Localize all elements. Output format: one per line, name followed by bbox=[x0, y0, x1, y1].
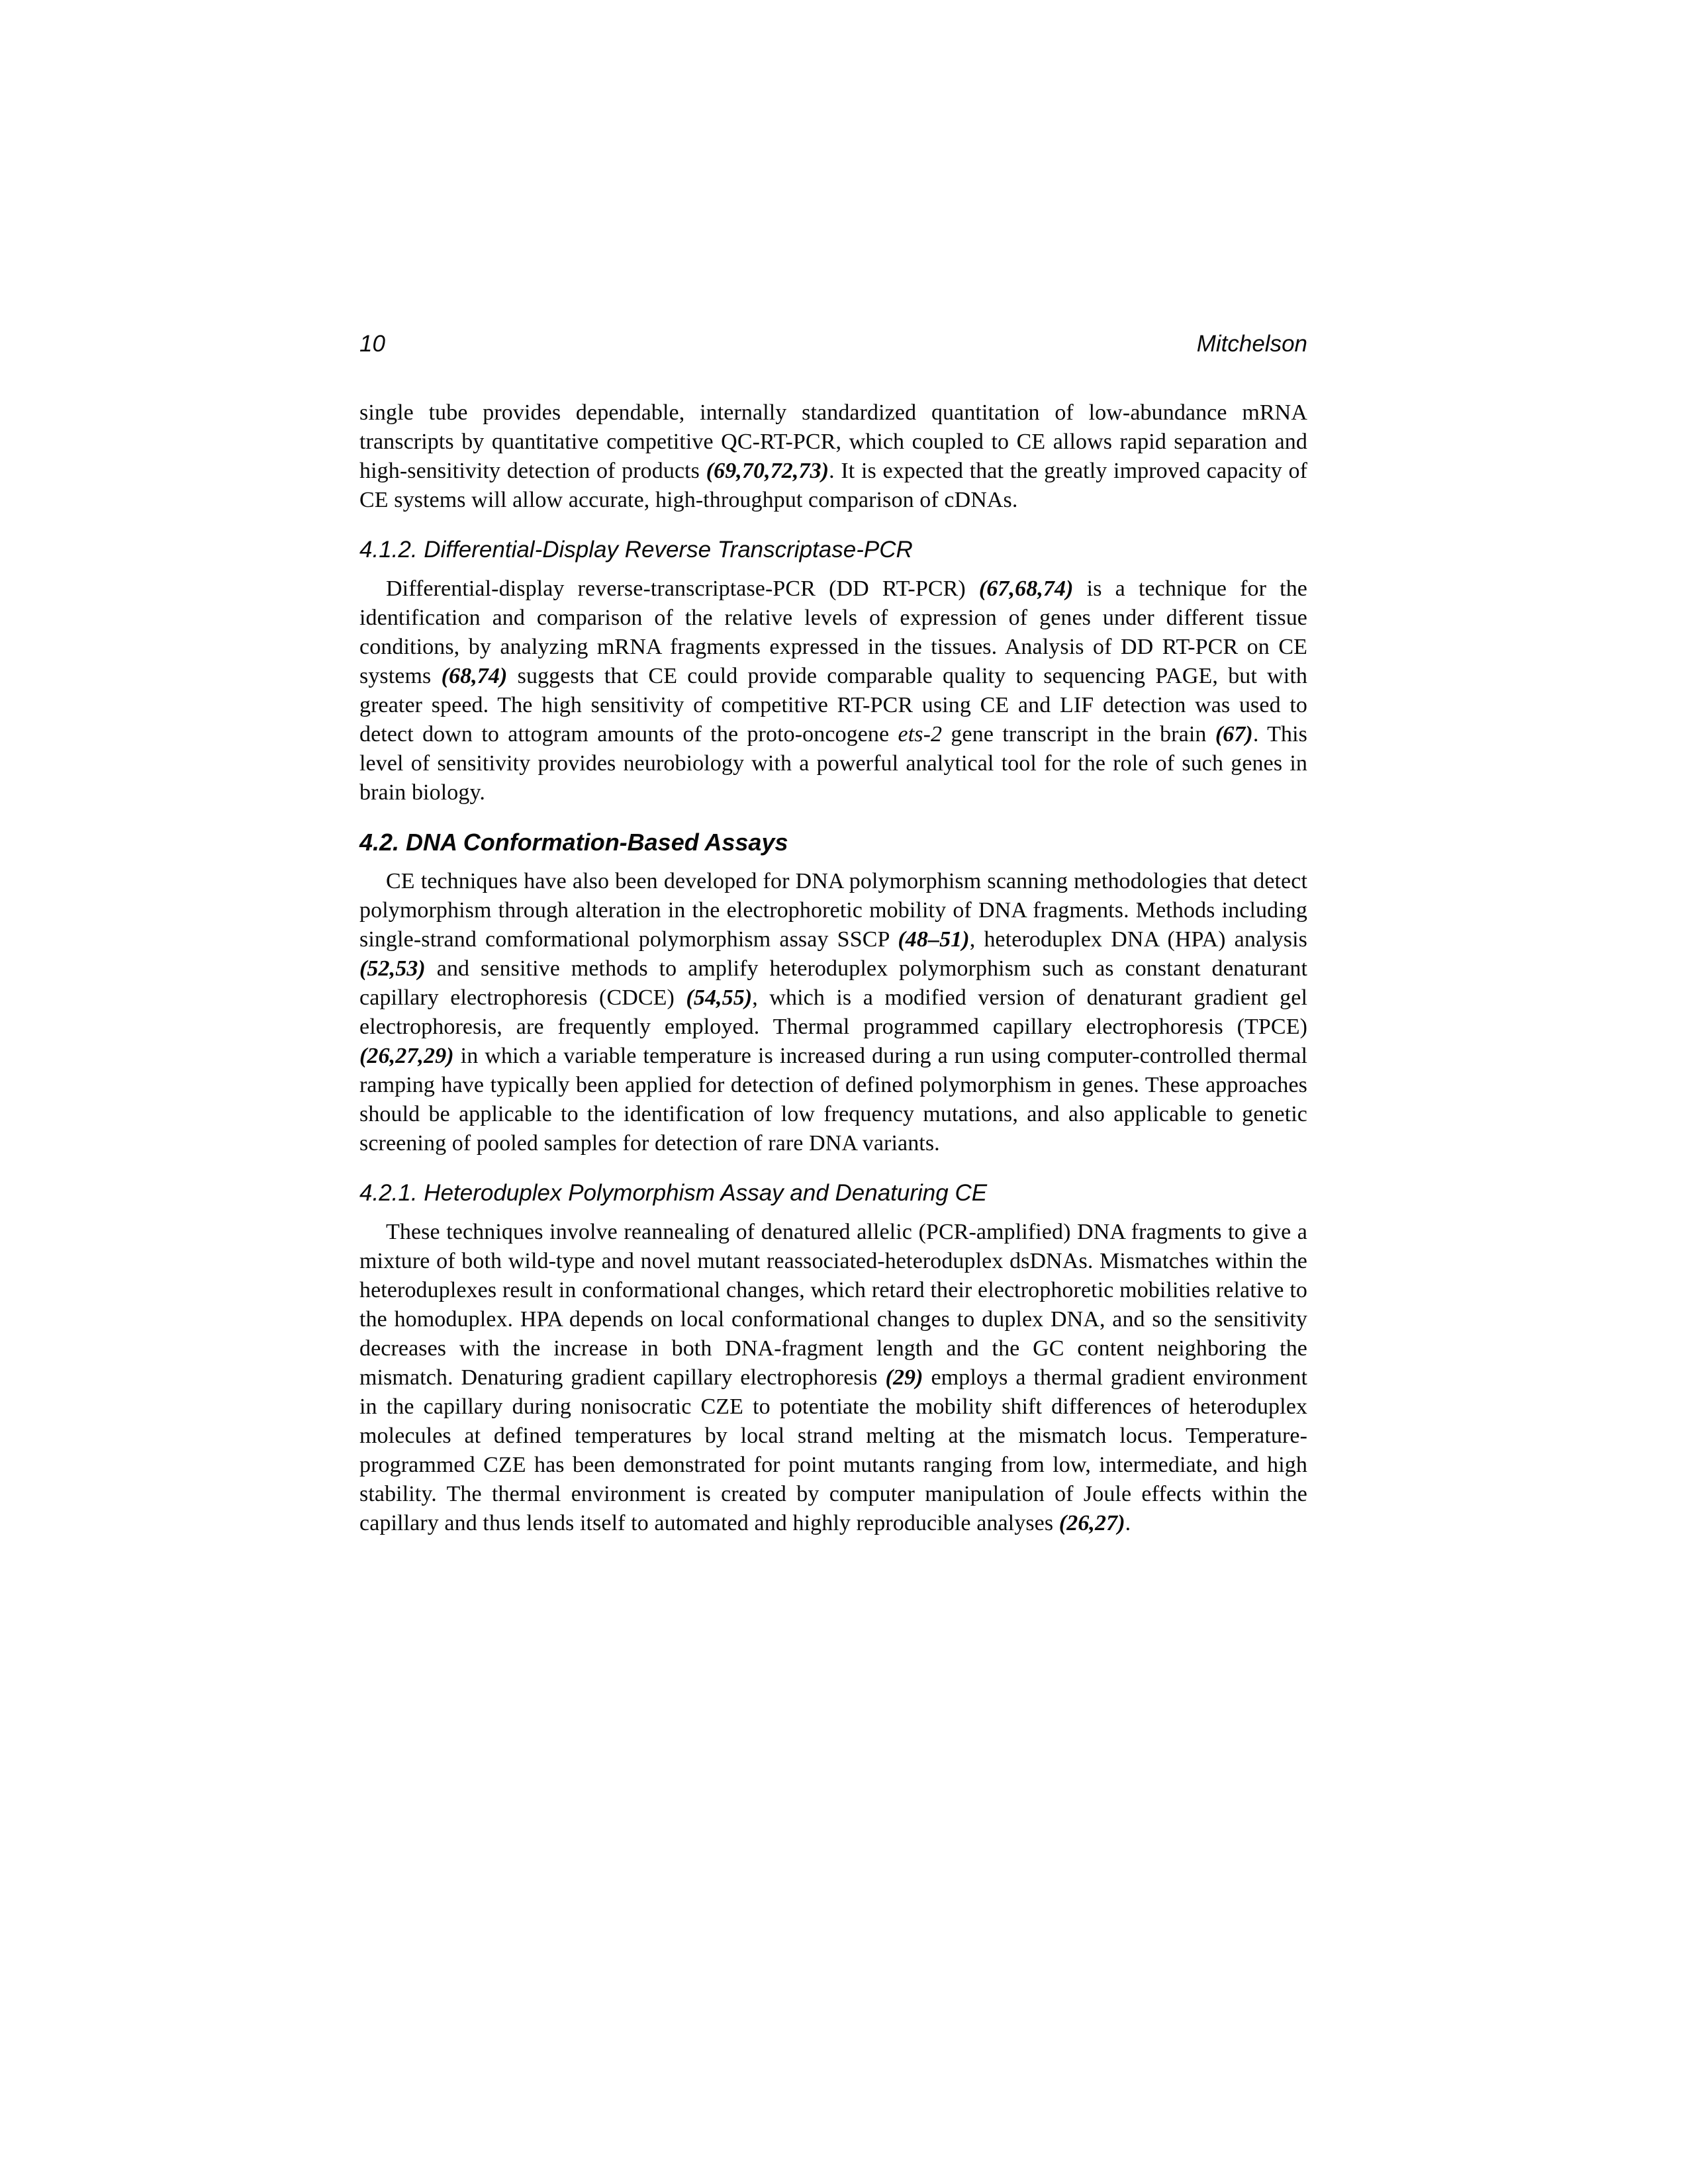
citation-reference: (54,55) bbox=[686, 985, 753, 1010]
text-run: , which is a modified version of denaturant gradient gel electrophoresis, are frequently employed. Thermal programmed capillary electrophoresis (TPCE) bbox=[359, 985, 1307, 1039]
text-run: is a technique for the identification and comparison of the relative levels of expression of genes under different tissue conditions, by analyzing mRNA fragments expressed in the tissues. Analysis of DD RT-PCR on CE systems bbox=[359, 576, 1307, 688]
text-run: employs a thermal gradient environment in the capillary during nonisocratic CZE to potentiate the mobility shift differences of heteroduplex molecules at defined temperatures by local strand melting at the mismatch locus. Temperature-programmed CZE has been demonstrated for point mutants ranging from low, intermediate, and high stability. The thermal environment is created by computer manipulation of Joule effects within the capillary and thus lends itself to automated and highly reproducible analyses bbox=[359, 1365, 1307, 1535]
page-number: 10 bbox=[359, 331, 385, 357]
text-run: in which a variable temperature is increased during a run using computer-controlled thermal ramping have typically been applied for detection of defined polymorphism in genes. These approaches should be applicable to the identification of low frequency mutations, and also applicable to genetic screening of pooled samples for detection of rare DNA variants. bbox=[359, 1044, 1307, 1156]
section-heading: 4.1.2. Differential-Display Reverse Transcriptase-PCR bbox=[359, 537, 913, 563]
text-run: , heteroduplex DNA (HPA) analysis bbox=[969, 927, 1307, 952]
text-run: . This level of sensitivity provides neurobiology with a powerful analytical tool for the role of such genes in brain biology. bbox=[359, 722, 1308, 805]
text-run: gene transcript in the brain bbox=[942, 722, 1215, 747]
citation-reference: (26,27) bbox=[1058, 1511, 1125, 1535]
citation-reference: (69,70,72,73) bbox=[706, 459, 829, 483]
paragraph bbox=[359, 574, 1307, 807]
citation-reference: (67) bbox=[1215, 722, 1253, 747]
paragraph bbox=[359, 867, 1307, 1158]
paragraph bbox=[359, 398, 1307, 515]
text-run: Differential-display reverse-transcriptase-PCR (DD RT-PCR) bbox=[386, 576, 979, 601]
section-heading: 4.2.1. Heteroduplex Polymorphism Assay and Denaturing CE bbox=[359, 1180, 988, 1206]
citation-reference: (67,68,74) bbox=[978, 576, 1074, 601]
text-run: and sensitive methods to amplify heteroduplex polymorphism such as constant denaturant capillary electrophoresis (CDCE) bbox=[359, 956, 1307, 1010]
running-header bbox=[359, 331, 1307, 357]
text-run: single tube provides dependable, internally standardized quantitation of low-abundance mRNA transcripts by quantitative competitive QC-RT-PCR, which coupled to CE allows rapid separation and high-sensitivity detection of products bbox=[359, 400, 1307, 483]
paragraph bbox=[359, 1218, 1307, 1538]
text-run: These techniques involve reannealing of denatured allelic (PCR-amplified) DNA fragments to give a mixture of both wild-type and novel mutant reassociated-heteroduplex dsDNAs. Mismatches within the heteroduplexes result in conformational changes, which retard their electrophoretic mobilities relative to the homoduplex. HPA depends on local conformational changes to duplex DNA, and so the sensitivity decreases with the increase in both DNA-fragment length and the GC content neighboring the mismatch. Denaturing gradient capillary electrophoresis bbox=[359, 1220, 1307, 1390]
citation-reference: (68,74) bbox=[441, 664, 508, 688]
text-run: ets-2 bbox=[898, 722, 943, 747]
text-run: . bbox=[1125, 1511, 1131, 1535]
citation-reference: (52,53) bbox=[359, 956, 426, 981]
citation-reference: (29) bbox=[885, 1365, 923, 1390]
text-run: CE techniques have also been developed for DNA polymorphism scanning methodologies that detect polymorphism through alteration in the electrophoretic mobility of DNA fragments. Methods including single-strand comformational polymorphism assay SSCP bbox=[359, 869, 1307, 952]
citation-reference: (48–51) bbox=[898, 927, 970, 952]
citation-reference: (26,27,29) bbox=[359, 1044, 454, 1068]
text-run: suggests that CE could provide comparable quality to sequencing PAGE, but with greater speed. The high sensitivity of competitive RT-PCR using CE and LIF detection was used to detect down to attogram amounts of the proto-oncogene bbox=[359, 664, 1307, 747]
section-heading: 4.2. DNA Conformation-Based Assays bbox=[359, 829, 788, 856]
running-head-author: Mitchelson bbox=[1196, 331, 1307, 357]
text-run: . It is expected that the greatly improved capacity of CE systems will allow accurate, high-throughput comparison of cDNAs. bbox=[359, 459, 1307, 512]
page-body bbox=[359, 398, 1307, 1538]
